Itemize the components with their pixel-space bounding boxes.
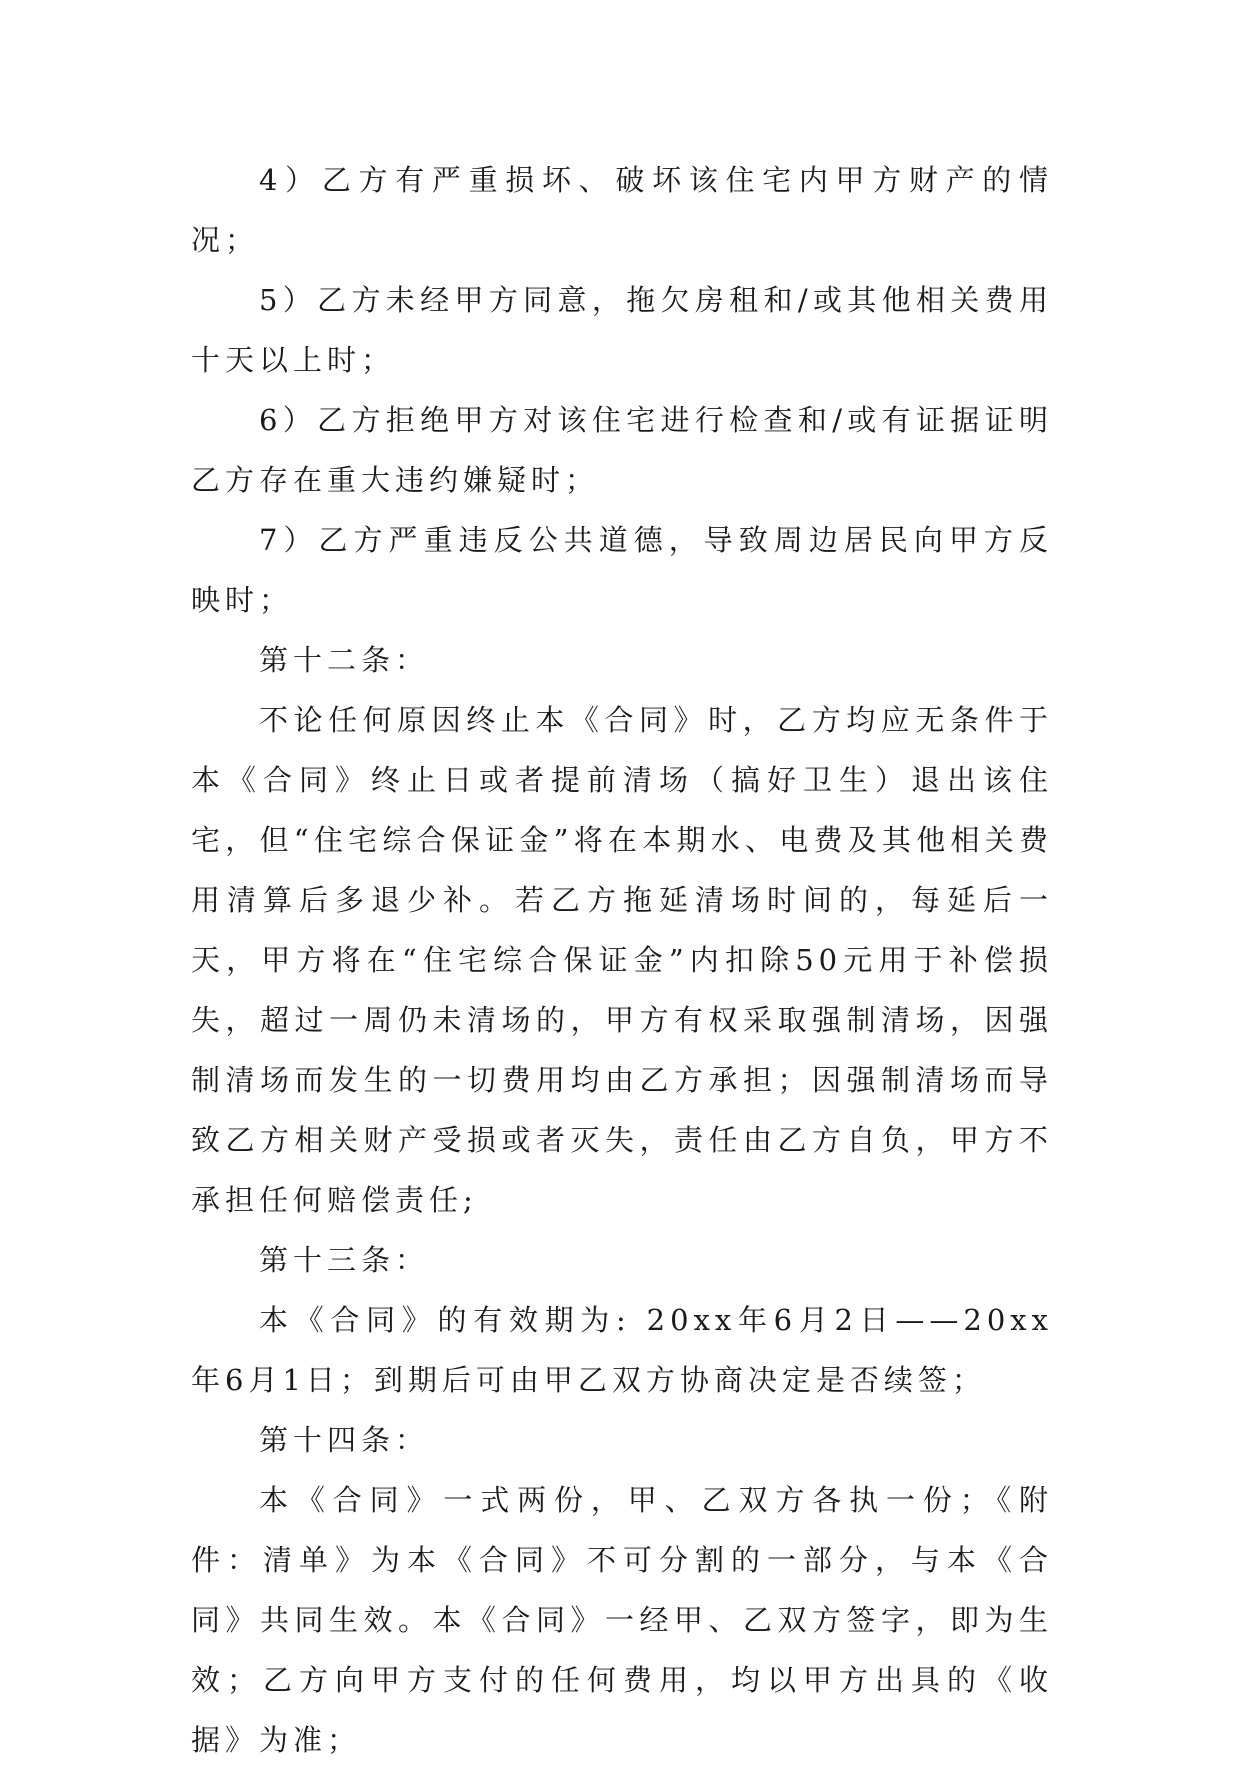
article-12-heading: 第十二条： <box>259 643 430 677</box>
article-14-body: 本《合同》一式两份，甲、乙双方各执一份；《附件：清单》为本《合同》不可分割的一部分，与本《合同》共同生效。本《合同》一经甲、乙双方签字，即为生效；乙方向甲方支付的任何费用，均以甲方出具的《收据》为准； <box>191 1483 1053 1757</box>
article-13-body: 本《合同》的有效期为: 20xx年6月2日——20xx年6月1日；到期后可由甲乙双方协商决定是否续签； <box>191 1303 1053 1397</box>
document-page <box>191 150 1053 1770</box>
article-14-heading: 第十四条： <box>259 1423 430 1457</box>
clause-item-7: 7）乙方严重违反公共道德，导致周边居民向甲方反映时； <box>191 523 1053 617</box>
article-12-body: 不论任何原因终止本《合同》时，乙方均应无条件于本《合同》终止日或者提前清场（搞好卫生）退出该住宅，但“住宅综合保证金”将在本期水、电费及其他相关费用清算后多退少补。若乙方拖延清场时间的，每延后一天，甲方将在“住宅综合保证金”内扣除50元用于补偿损失，超过一周仍未清场的，甲方有权采取强制清场，因强制清场而发生的一切费用均由乙方承担；因强制清场而导致乙方相关财产受损或者灭失，责任由乙方自负，甲方不承担任何赔偿责任; <box>191 703 1053 1217</box>
clause-item-5: 5）乙方未经甲方同意，拖欠房租和/或其他相关费用十天以上时； <box>191 283 1053 377</box>
clause-item-4: 4）乙方有严重损坏、破坏该住宅内甲方财产的情况； <box>191 163 1053 257</box>
clause-item-6: 6）乙方拒绝甲方对该住宅进行检查和/或有证据证明乙方存在重大违约嫌疑时； <box>191 403 1053 497</box>
article-13-heading: 第十三条： <box>259 1243 430 1277</box>
